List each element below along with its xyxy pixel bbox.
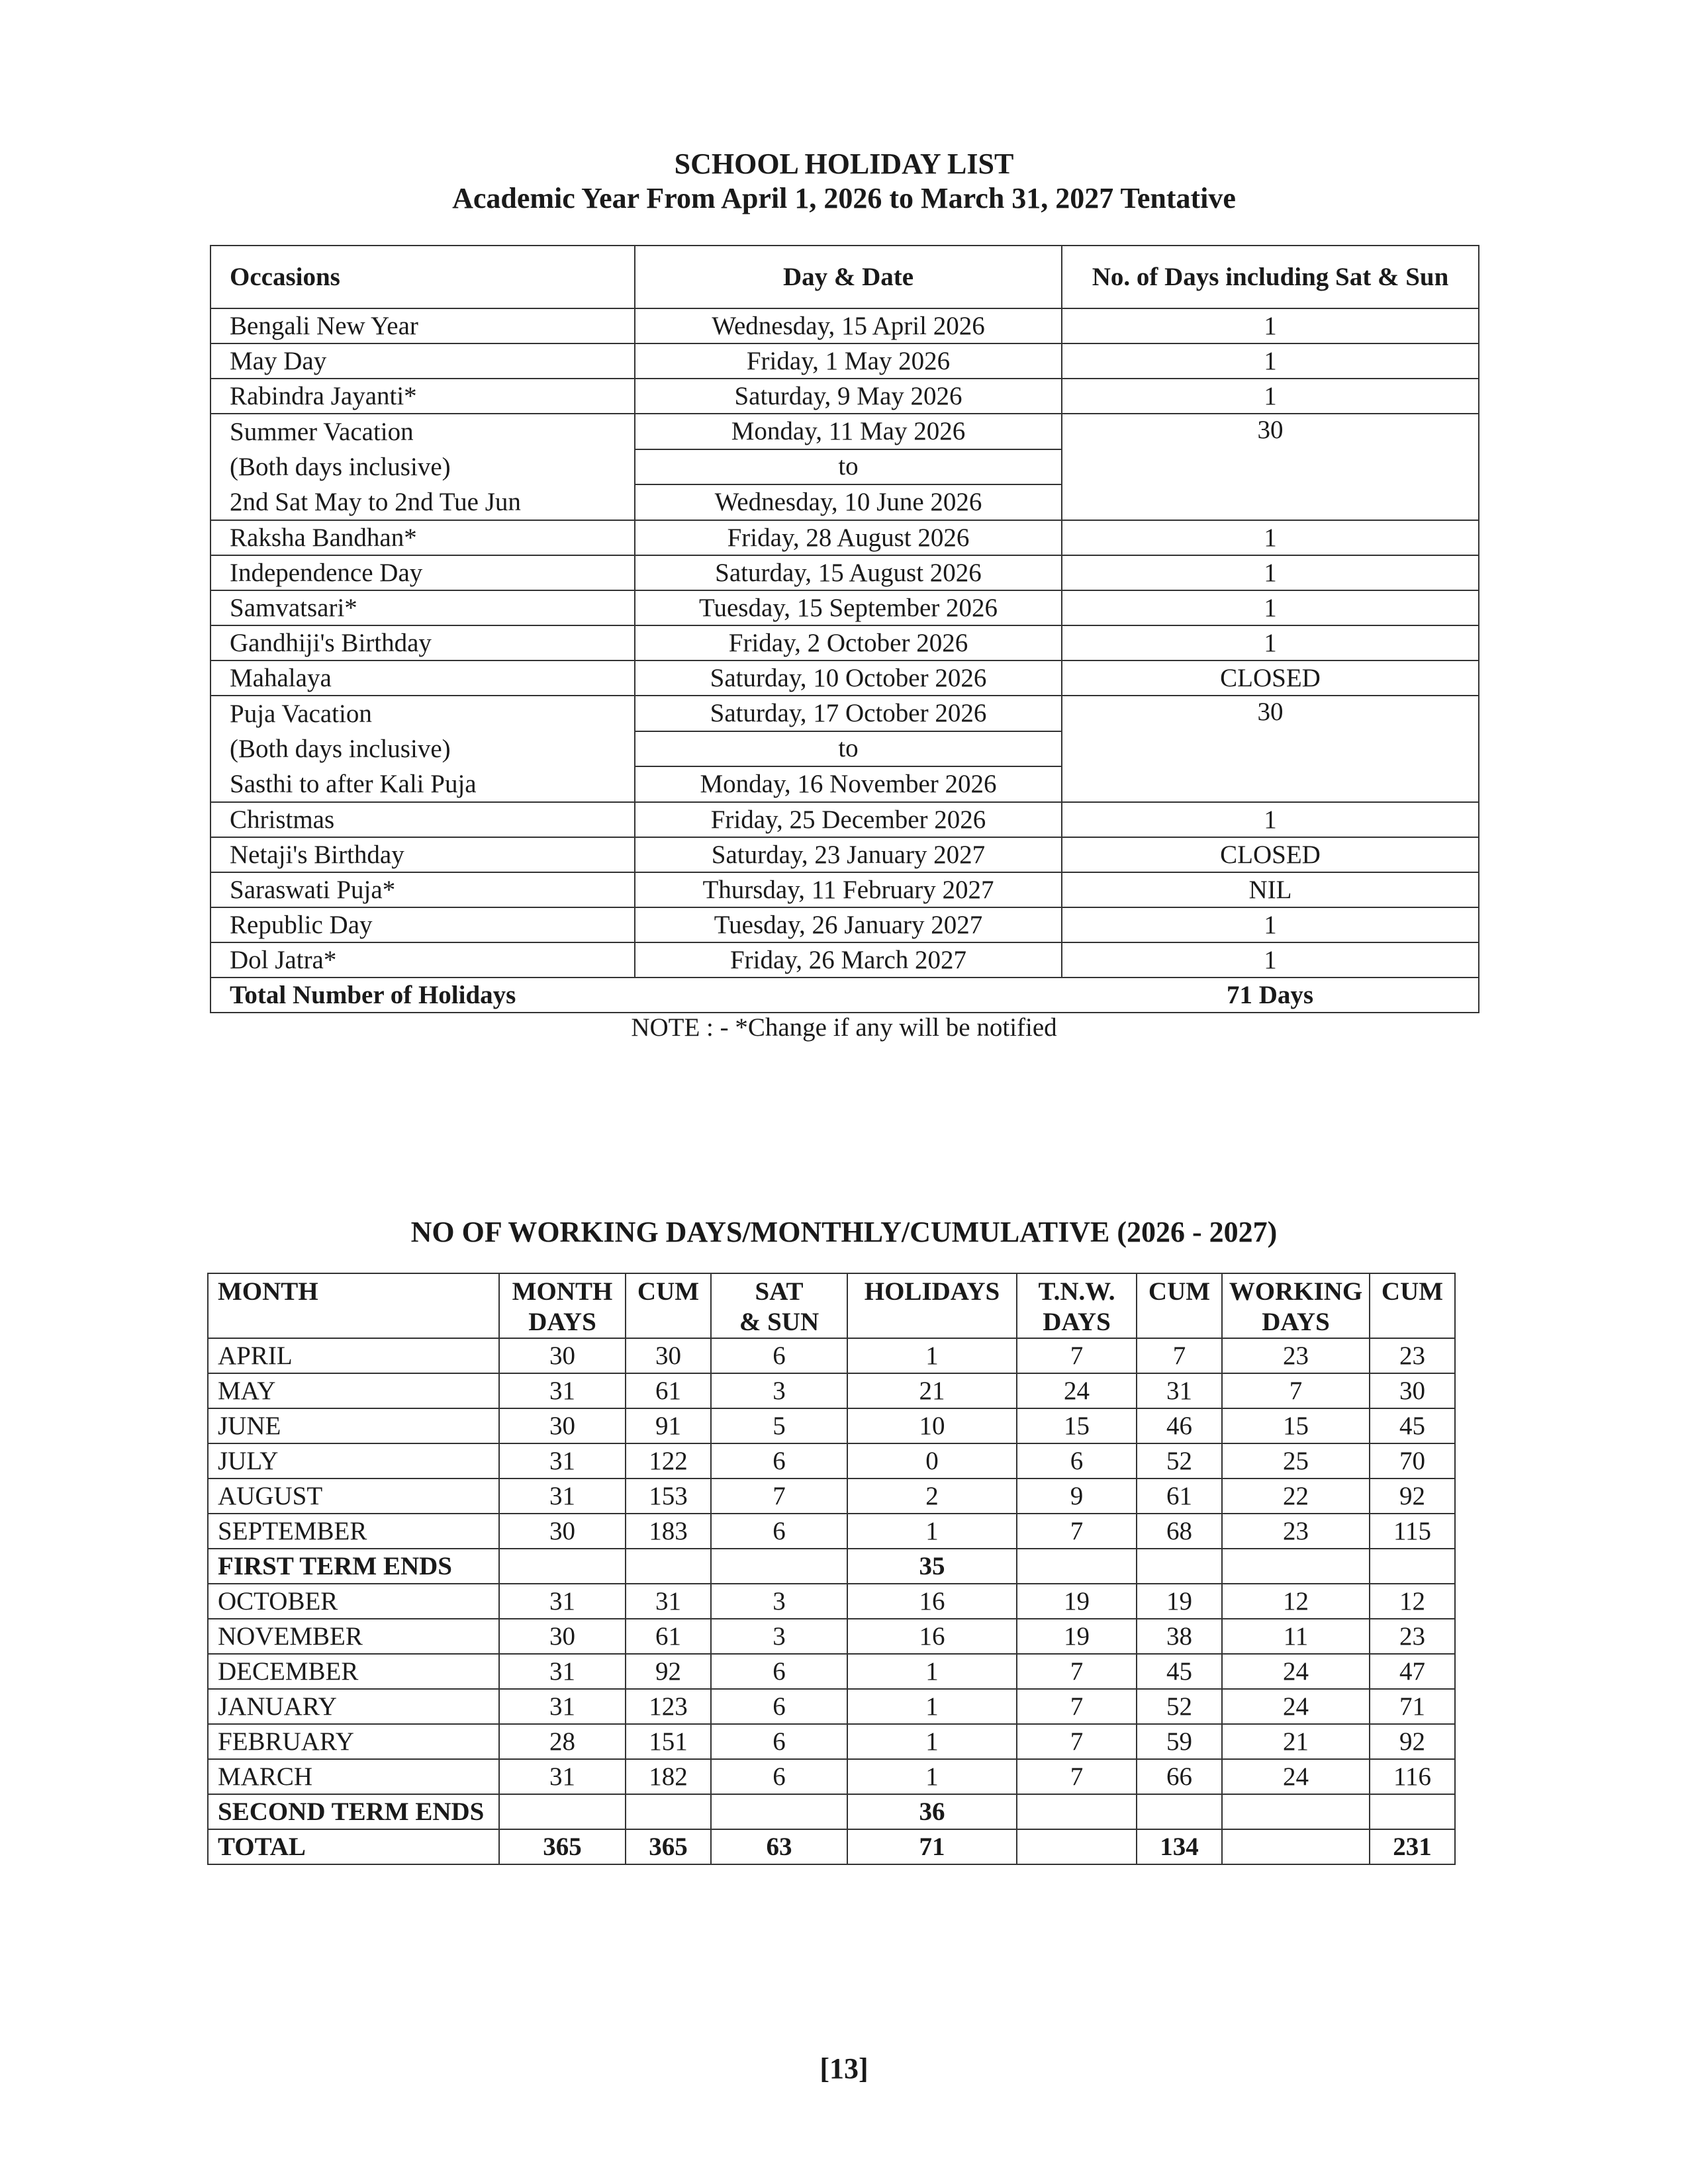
column-header-cum (1137, 1273, 1222, 1338)
days-cell: NIL (1062, 872, 1479, 907)
date-cell: Friday, 2 October 2026 (635, 625, 1062, 660)
table-row (211, 802, 1479, 837)
month-days-cell (499, 1549, 626, 1584)
month-days-cell: 31 (499, 1584, 626, 1619)
table-row (208, 1689, 1455, 1724)
working-days-cell (1222, 1829, 1370, 1864)
cum-cell: 45 (1137, 1654, 1222, 1689)
cum-cell: 46 (1137, 1408, 1222, 1443)
date-to-cell: Monday, 16 November 2026 (635, 766, 1062, 802)
holidays-cell: 10 (847, 1408, 1017, 1443)
tnw-days-cell: 7 (1017, 1689, 1137, 1724)
column-header-day-date: Day & Date (635, 246, 1062, 308)
cum-cell: 23 (1370, 1619, 1455, 1654)
total-holidays-value: 71 Days (1062, 978, 1479, 1013)
date-to-label: to (635, 449, 1062, 485)
header-line: DAYS (1043, 1308, 1111, 1336)
tnw-days-cell: 6 (1017, 1443, 1137, 1479)
table-row (211, 625, 1479, 660)
month-cell: MAY (208, 1373, 499, 1408)
cum-cell: 92 (1370, 1479, 1455, 1514)
header-line: DAYS (528, 1308, 596, 1336)
table-row (208, 1584, 1455, 1619)
column-header-cum (626, 1273, 711, 1338)
cum-cell: 38 (1137, 1619, 1222, 1654)
table-row (208, 1759, 1455, 1794)
days-cell: 1 (1062, 802, 1479, 837)
month-cell: FIRST TERM ENDS (208, 1549, 499, 1584)
tnw-days-cell: 19 (1017, 1584, 1137, 1619)
tnw-days-cell: 19 (1017, 1619, 1137, 1654)
month-cell: DECEMBER (208, 1654, 499, 1689)
tnw-days-cell: 7 (1017, 1724, 1137, 1759)
holidays-cell: 16 (847, 1584, 1017, 1619)
table-row (208, 1373, 1455, 1408)
cum-cell: 122 (626, 1443, 711, 1479)
column-header-cum (1370, 1273, 1455, 1338)
holiday-note: NOTE : - *Change if any will be notified (631, 1013, 1057, 1042)
holidays-cell: 16 (847, 1619, 1017, 1654)
month-days-cell: 30 (499, 1619, 626, 1654)
cum-cell: 61 (626, 1373, 711, 1408)
cum-cell: 61 (626, 1619, 711, 1654)
table-row (208, 1514, 1455, 1549)
holiday-table (210, 245, 1479, 1013)
working-days-cell: 11 (1222, 1619, 1370, 1654)
header-line: CUM (1381, 1277, 1444, 1306)
occasion-line: (Both days inclusive) (230, 453, 451, 481)
tnw-days-cell: 7 (1017, 1759, 1137, 1794)
table-row (208, 1829, 1455, 1864)
column-header-no-of-days: No. of Days including Sat & Sun (1062, 246, 1479, 308)
occasion-line: Puja Vacation (230, 700, 372, 728)
date-cell: Saturday, 15 August 2026 (635, 555, 1062, 590)
occasion-cell: Netaji's Birthday (211, 837, 635, 872)
date-cell: Saturday, 23 January 2027 (635, 837, 1062, 872)
month-cell: SEPTEMBER (208, 1514, 499, 1549)
table-row (208, 1443, 1455, 1479)
cum-cell (1137, 1794, 1222, 1829)
occasion-line: Summer Vacation (230, 418, 414, 446)
table-row (211, 872, 1479, 907)
table-row (208, 1549, 1455, 1584)
cum-cell: 66 (1137, 1759, 1222, 1794)
page-title: SCHOOL HOLIDAY LIST (674, 148, 1014, 180)
sat-sun-cell: 3 (711, 1619, 847, 1654)
cum-cell: 7 (1137, 1338, 1222, 1373)
header-line: T.N.W. (1038, 1277, 1115, 1306)
cum-cell: 116 (1370, 1759, 1455, 1794)
days-cell: 1 (1062, 907, 1479, 942)
cum-cell: 70 (1370, 1443, 1455, 1479)
cum-cell: 19 (1137, 1584, 1222, 1619)
sat-sun-cell: 6 (711, 1759, 847, 1794)
date-cell: Wednesday, 15 April 2026 (635, 308, 1062, 343)
header-line: & SUN (739, 1308, 820, 1336)
total-holidays-row (211, 978, 1479, 1013)
cum-cell: 153 (626, 1479, 711, 1514)
sat-sun-cell: 6 (711, 1724, 847, 1759)
days-cell: 1 (1062, 379, 1479, 414)
occasion-cell: Gandhiji's Birthday (211, 625, 635, 660)
days-cell: 30 (1062, 696, 1479, 802)
holiday-table-header (211, 246, 1479, 308)
date-cell: Tuesday, 15 September 2026 (635, 590, 1062, 625)
working-days-cell: 24 (1222, 1654, 1370, 1689)
occasion-cell: Dol Jatra* (211, 942, 635, 978)
header-line: HOLIDAYS (864, 1277, 1000, 1306)
days-cell: CLOSED (1062, 837, 1479, 872)
cum-cell: 47 (1370, 1654, 1455, 1689)
working-days-cell (1222, 1794, 1370, 1829)
puja-vacation-row (211, 696, 1479, 731)
date-to-label: to (635, 731, 1062, 767)
sat-sun-cell: 6 (711, 1443, 847, 1479)
holidays-cell: 1 (847, 1689, 1017, 1724)
cum-cell: 151 (626, 1724, 711, 1759)
occasion-line: Sasthi to after Kali Puja (230, 770, 477, 798)
sat-sun-cell: 3 (711, 1584, 847, 1619)
working-days-cell: 25 (1222, 1443, 1370, 1479)
holidays-cell: 1 (847, 1654, 1017, 1689)
occasion-cell: Mahalaya (211, 660, 635, 696)
column-header-tnw-days (1017, 1273, 1137, 1338)
table-row (211, 837, 1479, 872)
cum-cell: 231 (1370, 1829, 1455, 1864)
month-days-cell (499, 1794, 626, 1829)
days-cell: 1 (1062, 625, 1479, 660)
header-line: DAYS (1262, 1308, 1330, 1336)
month-days-cell: 31 (499, 1373, 626, 1408)
working-days-cell: 15 (1222, 1408, 1370, 1443)
month-cell: AUGUST (208, 1479, 499, 1514)
date-cell: Friday, 25 December 2026 (635, 802, 1062, 837)
working-days-cell: 24 (1222, 1689, 1370, 1724)
total-holidays-label: Total Number of Holidays (211, 978, 1062, 1013)
date-to-cell: Wednesday, 10 June 2026 (635, 484, 1062, 520)
cum-cell: 123 (626, 1689, 711, 1724)
cum-cell: 365 (626, 1829, 711, 1864)
occasion-cell: Samvatsari* (211, 590, 635, 625)
holidays-cell: 2 (847, 1479, 1017, 1514)
days-cell: 1 (1062, 520, 1479, 555)
days-cell: 1 (1062, 590, 1479, 625)
working-days-cell: 12 (1222, 1584, 1370, 1619)
cum-cell: 183 (626, 1514, 711, 1549)
cum-cell: 52 (1137, 1689, 1222, 1724)
month-cell: APRIL (208, 1338, 499, 1373)
table-row (211, 520, 1479, 555)
occasion-cell: May Day (211, 343, 635, 379)
month-cell: MARCH (208, 1759, 499, 1794)
header-line: MONTH (512, 1277, 613, 1306)
month-days-cell: 30 (499, 1514, 626, 1549)
cum-cell: 68 (1137, 1514, 1222, 1549)
header-line: CUM (1148, 1277, 1211, 1306)
month-days-cell: 30 (499, 1408, 626, 1443)
cum-cell: 23 (1370, 1338, 1455, 1373)
occasion-line: (Both days inclusive) (230, 735, 451, 763)
cum-cell: 45 (1370, 1408, 1455, 1443)
tnw-days-cell: 7 (1017, 1654, 1137, 1689)
cum-cell: 52 (1137, 1443, 1222, 1479)
holidays-cell: 36 (847, 1794, 1017, 1829)
table-row (208, 1479, 1455, 1514)
table-row (208, 1408, 1455, 1443)
cum-cell (626, 1794, 711, 1829)
table-row (211, 660, 1479, 696)
cum-cell: 30 (626, 1338, 711, 1373)
cum-cell: 31 (1137, 1373, 1222, 1408)
date-cell: Saturday, 10 October 2026 (635, 660, 1062, 696)
document-header (0, 147, 1688, 216)
column-header-sat-sun (711, 1273, 847, 1338)
days-cell: 30 (1062, 414, 1479, 520)
days-cell: 1 (1062, 308, 1479, 343)
cum-cell: 115 (1370, 1514, 1455, 1549)
table-row (211, 308, 1479, 343)
table-row (208, 1338, 1455, 1373)
occasion-cell: Bengali New Year (211, 308, 635, 343)
days-cell: 1 (1062, 942, 1479, 978)
column-header-holidays (847, 1273, 1017, 1338)
tnw-days-cell: 7 (1017, 1514, 1137, 1549)
date-from-cell: Monday, 11 May 2026 (635, 414, 1062, 449)
column-header-occasions: Occasions (211, 246, 635, 308)
month-days-cell: 31 (499, 1479, 626, 1514)
working-days-cell: 23 (1222, 1338, 1370, 1373)
sat-sun-cell: 7 (711, 1479, 847, 1514)
tnw-days-cell: 15 (1017, 1408, 1137, 1443)
month-days-cell: 31 (499, 1654, 626, 1689)
cum-cell (626, 1549, 711, 1584)
days-cell: 1 (1062, 555, 1479, 590)
sat-sun-cell: 6 (711, 1689, 847, 1724)
working-days-cell: 22 (1222, 1479, 1370, 1514)
working-table-header (208, 1273, 1455, 1338)
date-cell: Friday, 1 May 2026 (635, 343, 1062, 379)
month-cell: SECOND TERM ENDS (208, 1794, 499, 1829)
date-cell: Saturday, 9 May 2026 (635, 379, 1062, 414)
tnw-days-cell: 24 (1017, 1373, 1137, 1408)
tnw-days-cell (1017, 1549, 1137, 1584)
month-days-cell: 28 (499, 1724, 626, 1759)
date-cell: Friday, 28 August 2026 (635, 520, 1062, 555)
tnw-days-cell (1017, 1794, 1137, 1829)
date-from-cell: Saturday, 17 October 2026 (635, 696, 1062, 731)
occasion-cell: Independence Day (211, 555, 635, 590)
working-days-cell (1222, 1549, 1370, 1584)
tnw-days-cell: 9 (1017, 1479, 1137, 1514)
month-days-cell: 31 (499, 1443, 626, 1479)
occasion-cell: Rabindra Jayanti* (211, 379, 635, 414)
table-row (208, 1724, 1455, 1759)
occasion-line: 2nd Sat May to 2nd Tue Jun (230, 488, 521, 516)
occasion-cell: Christmas (211, 802, 635, 837)
holidays-cell: 1 (847, 1724, 1017, 1759)
puja-vacation-occasion (211, 696, 635, 802)
header-line: SAT (755, 1277, 804, 1306)
table-row (211, 555, 1479, 590)
cum-cell: 61 (1137, 1479, 1222, 1514)
month-cell: TOTAL (208, 1829, 499, 1864)
cum-cell (1370, 1794, 1455, 1829)
working-days-title: NO OF WORKING DAYS/MONTHLY/CUMULATIVE (2026 - 2027) (410, 1216, 1278, 1248)
cum-cell: 92 (626, 1654, 711, 1689)
tnw-days-cell: 7 (1017, 1338, 1137, 1373)
month-cell: JULY (208, 1443, 499, 1479)
occasion-cell: Saraswati Puja* (211, 872, 635, 907)
cum-cell: 92 (1370, 1724, 1455, 1759)
cum-cell: 30 (1370, 1373, 1455, 1408)
holidays-cell: 35 (847, 1549, 1017, 1584)
holidays-cell: 0 (847, 1443, 1017, 1479)
cum-cell (1137, 1549, 1222, 1584)
holidays-cell: 1 (847, 1338, 1017, 1373)
cum-cell (1370, 1549, 1455, 1584)
holidays-cell: 1 (847, 1759, 1017, 1794)
working-days-cell: 24 (1222, 1759, 1370, 1794)
sat-sun-cell: 6 (711, 1654, 847, 1689)
header-line: CUM (637, 1277, 700, 1306)
occasion-cell: Republic Day (211, 907, 635, 942)
days-cell: 1 (1062, 343, 1479, 379)
table-row (211, 590, 1479, 625)
summer-vacation-row (211, 414, 1479, 449)
tnw-days-cell (1017, 1829, 1137, 1864)
month-cell: JUNE (208, 1408, 499, 1443)
sat-sun-cell: 6 (711, 1338, 847, 1373)
cum-cell: 91 (626, 1408, 711, 1443)
occasion-cell: Raksha Bandhan* (211, 520, 635, 555)
sat-sun-cell (711, 1549, 847, 1584)
cum-cell: 71 (1370, 1689, 1455, 1724)
cum-cell: 31 (626, 1584, 711, 1619)
month-days-cell: 365 (499, 1829, 626, 1864)
table-row (211, 379, 1479, 414)
date-cell: Tuesday, 26 January 2027 (635, 907, 1062, 942)
sat-sun-cell (711, 1794, 847, 1829)
month-days-cell: 30 (499, 1338, 626, 1373)
page-subtitle: Academic Year From April 1, 2026 to March 31, 2027 Tentative (452, 182, 1236, 214)
table-row (211, 907, 1479, 942)
page-number: [13] (820, 2052, 868, 2085)
month-cell: OCTOBER (208, 1584, 499, 1619)
holidays-cell: 21 (847, 1373, 1017, 1408)
column-header-working-days (1222, 1273, 1370, 1338)
working-days-table (207, 1273, 1456, 1865)
table-row (211, 343, 1479, 379)
month-days-cell: 31 (499, 1689, 626, 1724)
days-cell: CLOSED (1062, 660, 1479, 696)
column-header-month-days (499, 1273, 626, 1338)
date-cell: Thursday, 11 February 2027 (635, 872, 1062, 907)
working-days-cell: 23 (1222, 1514, 1370, 1549)
sat-sun-cell: 3 (711, 1373, 847, 1408)
sat-sun-cell: 63 (711, 1829, 847, 1864)
month-days-cell: 31 (499, 1759, 626, 1794)
summer-vacation-occasion (211, 414, 635, 520)
table-row (208, 1654, 1455, 1689)
cum-cell: 12 (1370, 1584, 1455, 1619)
month-cell: NOVEMBER (208, 1619, 499, 1654)
table-row (208, 1794, 1455, 1829)
column-header-month (208, 1273, 499, 1338)
cum-cell: 134 (1137, 1829, 1222, 1864)
working-days-cell: 7 (1222, 1373, 1370, 1408)
table-row (211, 942, 1479, 978)
sat-sun-cell: 6 (711, 1514, 847, 1549)
sat-sun-cell: 5 (711, 1408, 847, 1443)
table-row (208, 1619, 1455, 1654)
month-cell: JANUARY (208, 1689, 499, 1724)
date-cell: Friday, 26 March 2027 (635, 942, 1062, 978)
holidays-cell: 1 (847, 1514, 1017, 1549)
working-days-cell: 21 (1222, 1724, 1370, 1759)
header-line: MONTH (218, 1277, 318, 1306)
month-cell: FEBRUARY (208, 1724, 499, 1759)
cum-cell: 59 (1137, 1724, 1222, 1759)
header-line: WORKING (1229, 1277, 1363, 1306)
cum-cell: 182 (626, 1759, 711, 1794)
holidays-cell: 71 (847, 1829, 1017, 1864)
